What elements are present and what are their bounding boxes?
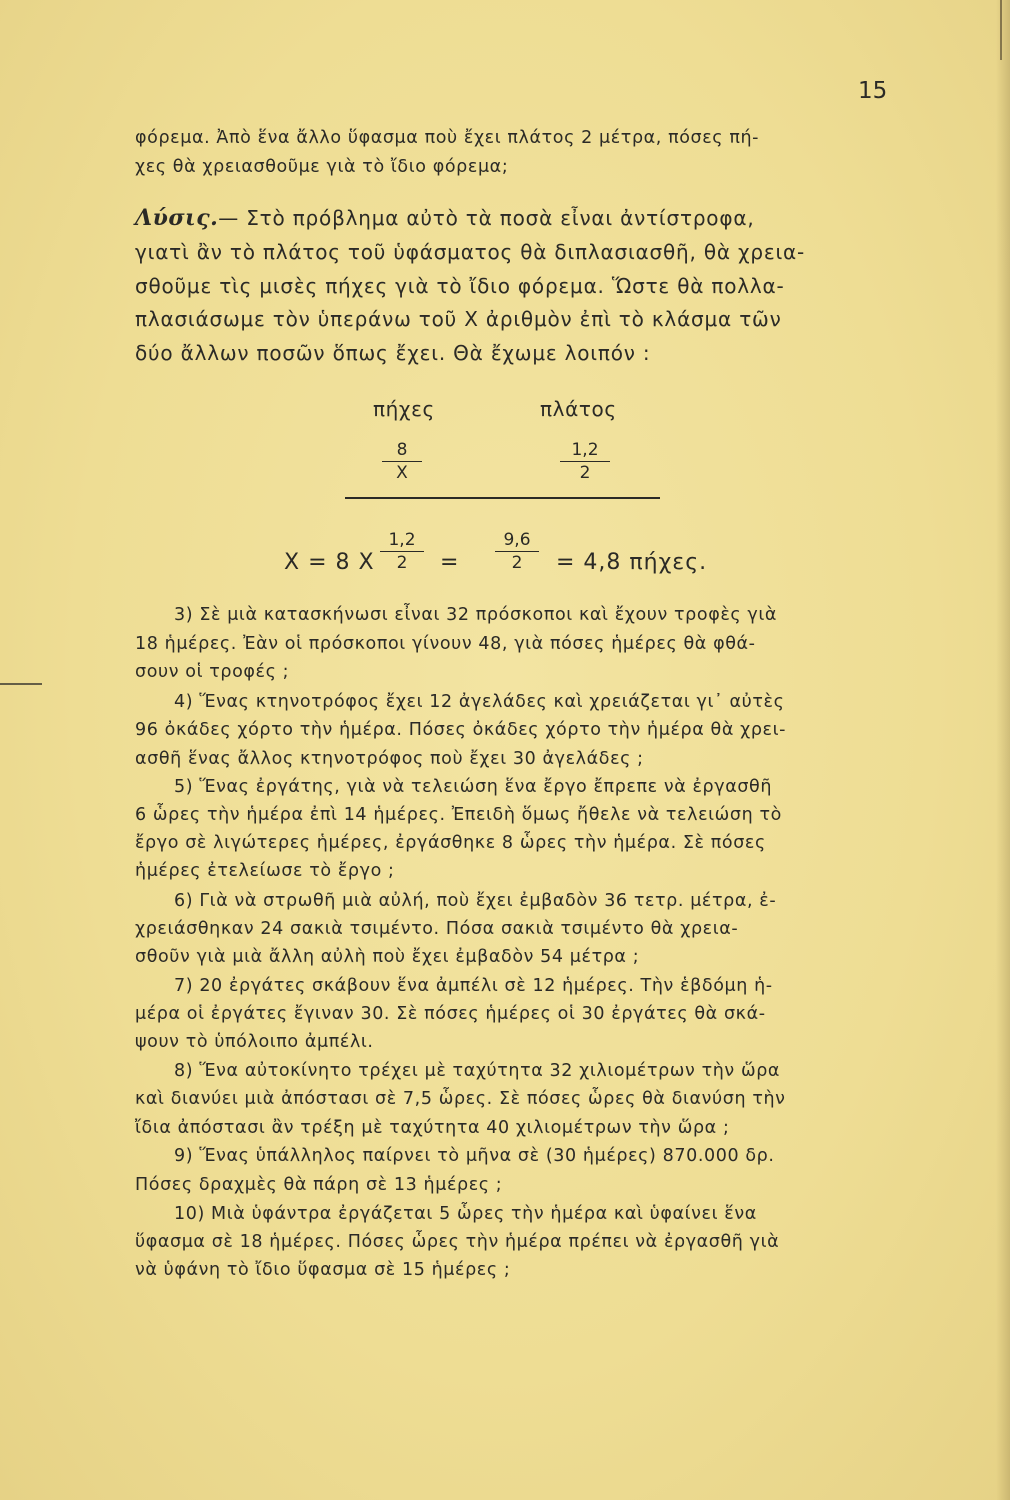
problem-line: 4) Ἕνας κτηνοτρόφος ἔχει 12 ἀγελάδες καὶ χρειάζεται γι᾽ αὐτὲς bbox=[174, 692, 785, 712]
fraction-numerator: 8 bbox=[382, 440, 422, 462]
problem-line: 9) Ἕνας ὑπάλληλος παίρνει τὸ μῆνα σὲ (30 ἡμέρες) 870.000 δρ. bbox=[174, 1146, 775, 1166]
problem-line: ἴδια ἀπόστασι ἂν τρέξη μὲ ταχύτητα 40 χιλιομέτρων τὴν ὥρα ; bbox=[135, 1118, 730, 1138]
problem-line: σθοῦν γιὰ μιὰ ἄλλη αὐλὴ ποὺ ἔχει ἐμβαδὸν 54 μέτρα ; bbox=[135, 947, 640, 967]
fraction-numerator: 1,2 bbox=[560, 440, 610, 462]
problem-line: ἔργο σὲ λιγώτερες ἡμέρες, ἐργάσθηκε 8 ὧρες τὴν ἡμέρα. Σὲ πόσες bbox=[135, 833, 766, 853]
problem-line: 6 ὧρες τὴν ἡμέρα ἐπὶ 14 ἡμέρες. Ἐπειδὴ ὅμως ἤθελε νὰ τελειώση τὸ bbox=[135, 805, 782, 825]
page-edge-mark bbox=[1000, 0, 1002, 60]
problem-line: νὰ ὑφάνη τὸ ἴδιο ὕφασμα σὲ 15 ἡμέρες ; bbox=[135, 1260, 511, 1280]
margin-mark bbox=[0, 683, 42, 685]
solution-line: δύο ἄλλων ποσῶν ὅπως ἔχει. Θὰ ἔχωμε λοιπόν : bbox=[135, 341, 651, 365]
problem-line: 6) Γιὰ νὰ στρωθῆ μιὰ αὐλή, ποὺ ἔχει ἐμβαδὸν 36 τετρ. μέτρα, ἐ- bbox=[174, 891, 777, 911]
problem-line: σουν οἱ τροφές ; bbox=[135, 662, 290, 682]
fraction-numerator: 1,2 bbox=[380, 530, 424, 552]
solution-label: Λύσις. bbox=[135, 205, 219, 231]
fraction-pixes bbox=[382, 440, 422, 483]
problem-line: μέρα οἱ ἐργάτες ἔγιναν 30. Σὲ πόσες ἡμέρες οἱ 30 ἐργάτες θὰ σκά- bbox=[135, 1004, 766, 1024]
problem-line: 10) Μιὰ ὑφάντρα ἐργάζεται 5 ὧρες τὴν ἡμέρα καὶ ὑφαίνει ἕνα bbox=[174, 1204, 757, 1224]
fraction-denominator: 2 bbox=[396, 553, 408, 573]
equation-fraction-2 bbox=[495, 530, 539, 573]
equation-fraction-1 bbox=[380, 530, 424, 573]
equation-equals: = bbox=[440, 550, 460, 575]
problem-line: 7) 20 ἐργάτες σκάβουν ἕνα ἀμπέλι σὲ 12 ἡμέρες. Τὴν ἑβδόμη ἡ- bbox=[174, 976, 773, 996]
fraction-platos bbox=[560, 440, 610, 483]
problem-line: 96 ὀκάδες χόρτο τὴν ἡμέρα. Πόσες ὀκάδες χόρτο τὴν ἡμέρα θὰ χρει- bbox=[135, 720, 787, 740]
column-label-platos: πλάτος bbox=[540, 397, 617, 421]
equation-result: = 4,8 πήχες. bbox=[556, 550, 708, 575]
solution-line: πλασιάσωμε τὸν ὑπεράνω τοῦ X ἀριθμὸν ἐπὶ τὸ κλάσμα τῶν bbox=[135, 307, 782, 331]
solution-line: γιατὶ ἂν τὸ πλάτος τοῦ ὑφάσματος θὰ διπλασιασθῆ, θὰ χρεια- bbox=[135, 240, 806, 264]
page-number: 15 bbox=[858, 78, 888, 104]
problem-line: ἡμέρες ἐτελείωσε τὸ ἔργο ; bbox=[135, 861, 395, 881]
problem-line: 18 ἡμέρες. Ἐὰν οἱ πρόσκοποι γίνουν 48, γιὰ πόσες ἡμέρες θὰ φθά- bbox=[135, 634, 756, 654]
problem-line: Πόσες δραχμὲς θὰ πάρη σὲ 13 ἡμέρες ; bbox=[135, 1175, 503, 1195]
solution-line-first bbox=[135, 205, 895, 231]
problem-line: καὶ διανύει μιὰ ἀπόστασι σὲ 7,5 ὧρες. Σὲ πόσες ὧρες θὰ διανύση τὴν bbox=[135, 1089, 786, 1109]
problem-line: ὕφασμα σὲ 18 ἡμέρες. Πόσες ὧρες τὴν ἡμέρα πρέπει νὰ ἐργασθῆ γιὰ bbox=[135, 1232, 780, 1252]
problem-line: 3) Σὲ μιὰ κατασκήνωσι εἶναι 32 πρόσκοποι καὶ ἔχουν τροφὲς γιὰ bbox=[174, 605, 778, 625]
problem-line: 5) Ἕνας ἐργάτης, γιὰ νὰ τελειώση ἕνα ἔργο ἔπρεπε νὰ ἐργασθῆ bbox=[174, 777, 773, 797]
problem-line: 8) Ἕνα αὐτοκίνητο τρέχει μὲ ταχύτητα 32 χιλιομέτρων τὴν ὥρα bbox=[174, 1061, 781, 1081]
intro-line: χες θὰ χρειασθοῦμε γιὰ τὸ ἴδιο φόρεμα; bbox=[135, 157, 509, 177]
fraction-denominator: 2 bbox=[579, 463, 591, 483]
problem-line: ασθῆ ἕνας ἄλλος κτηνοτρόφος ποὺ ἔχει 30 ἀγελάδες ; bbox=[135, 749, 644, 769]
page-edge-shadow bbox=[996, 0, 1010, 1500]
column-label-pixes: πήχες bbox=[373, 397, 435, 421]
separator-line bbox=[345, 497, 660, 499]
fraction-denominator: 2 bbox=[511, 553, 523, 573]
equation-lhs: X = 8 X bbox=[284, 550, 375, 575]
solution-line: — Στὸ πρόβλημα αὐτὸ τὰ ποσὰ εἶναι ἀντίστροφα, bbox=[218, 206, 755, 230]
fraction-numerator: 9,6 bbox=[495, 530, 539, 552]
problem-line: χρειάσθηκαν 24 σακιὰ τσιμέντο. Πόσα σακιὰ τσιμέντο θὰ χρεια- bbox=[135, 919, 739, 939]
fraction-denominator: X bbox=[396, 463, 408, 483]
intro-line: φόρεμα. Ἀπὸ ἕνα ἄλλο ὕφασμα ποὺ ἔχει πλάτος 2 μέτρα, πόσες πή- bbox=[135, 128, 760, 148]
solution-line: σθοῦμε τὶς μισὲς πήχες γιὰ τὸ ἴδιο φόρεμα. Ὥστε θὰ πολλα- bbox=[135, 274, 785, 298]
problem-line: ψουν τὸ ὑπόλοιπο ἀμπέλι. bbox=[135, 1032, 374, 1052]
